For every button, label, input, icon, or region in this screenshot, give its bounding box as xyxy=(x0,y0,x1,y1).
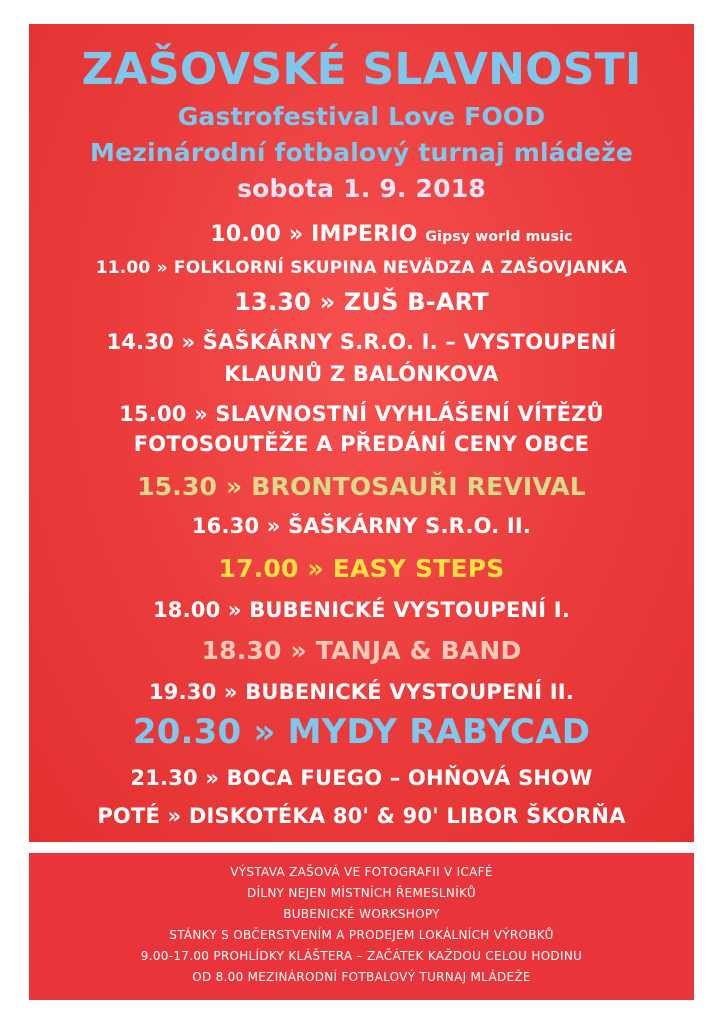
footer-line: BUBENICKÉ WORKSHOPY xyxy=(283,907,440,921)
footer-line: DÍLNY NEJEN MÍSTNÍCH ŘEMESLNÍKŮ xyxy=(247,886,476,900)
program-item-1330: 13.30 » ZUŠ B-ART xyxy=(234,288,489,316)
program-item-pote: POTÉ » DISKOTÉKA 80' & 90' LIBOR ŠKORŇA xyxy=(97,804,626,828)
footer-line: STÁNKY S OBČERSTVENÍM A PRODEJEM LOKÁLNÍCH VÝROBKŮ xyxy=(169,928,554,942)
program-item-1100: 11.00 » FOLKLORNÍ SKUPINA NEVÄDZA A ZAŠOVJANKA xyxy=(95,258,628,278)
page-title: ZAŠOVSKÉ SLAVNOSTI xyxy=(81,44,642,95)
program-item-1930: 19.30 » BUBENICKÉ VYSTOUPENÍ II. xyxy=(148,680,574,704)
footer-line: VÝSTAVA ZAŠOVÁ VE FOTOGRAFII V ICAFÉ xyxy=(230,865,493,879)
program-item-1430-line2: KLAUNŮ Z BALÓNKOVA xyxy=(224,362,499,386)
program-item-2130: 21.30 » BOCA FUEGO – OHŇOVÁ SHOW xyxy=(130,766,593,790)
program-item-1800: 18.00 » BUBENICKÉ VYSTOUPENÍ I. xyxy=(153,598,570,622)
program-item-1530: 15.30 » BRONTOSAUŘI REVIVAL xyxy=(137,472,586,501)
program-panel xyxy=(29,24,694,842)
event-date: sobota 1. 9. 2018 xyxy=(237,174,486,203)
footer-line: OD 8.00 MEZINÁRODNÍ FOTBALOVÝ TURNAJ MLÁDEŽE xyxy=(192,970,531,984)
program-item-1500-line2: FOTOSOUTĚŽE A PŘEDÁNÍ CENY OBCE xyxy=(133,432,590,456)
program-item-1000 xyxy=(29,222,694,247)
program-item-1700: 17.00 » EASY STEPS xyxy=(218,554,505,583)
program-item-main: 10.00 » IMPERIO xyxy=(210,222,418,247)
program-item-2030: 20.30 » MYDY RABYCAD xyxy=(132,712,591,752)
info-footer xyxy=(29,853,694,1000)
program-item-1500: 15.00 » SLAVNOSTNÍ VYHLÁŠENÍ VÍTĚZŮ xyxy=(119,402,604,426)
program-item-1630: 16.30 » ŠAŠKÁRNY S.R.O. II. xyxy=(191,514,532,538)
subtitle-football: Mezinárodní fotbalový turnaj mládeže xyxy=(90,138,633,167)
subtitle-gastrofestival: Gastrofestival Love FOOD xyxy=(177,102,546,131)
footer-line: 9.00-17.00 PROHLÍDKY KLÁŠTERA – ZAČÁTEK KAŽDOU CELOU HODINU xyxy=(140,949,583,963)
program-item-1430: 14.30 » ŠAŠKÁRNY S.R.O. I. – VYSTOUPENÍ xyxy=(106,330,617,354)
program-item-suffix: Gipsy world music xyxy=(425,229,573,245)
program-item-1830: 18.30 » TANJA & BAND xyxy=(201,636,522,665)
